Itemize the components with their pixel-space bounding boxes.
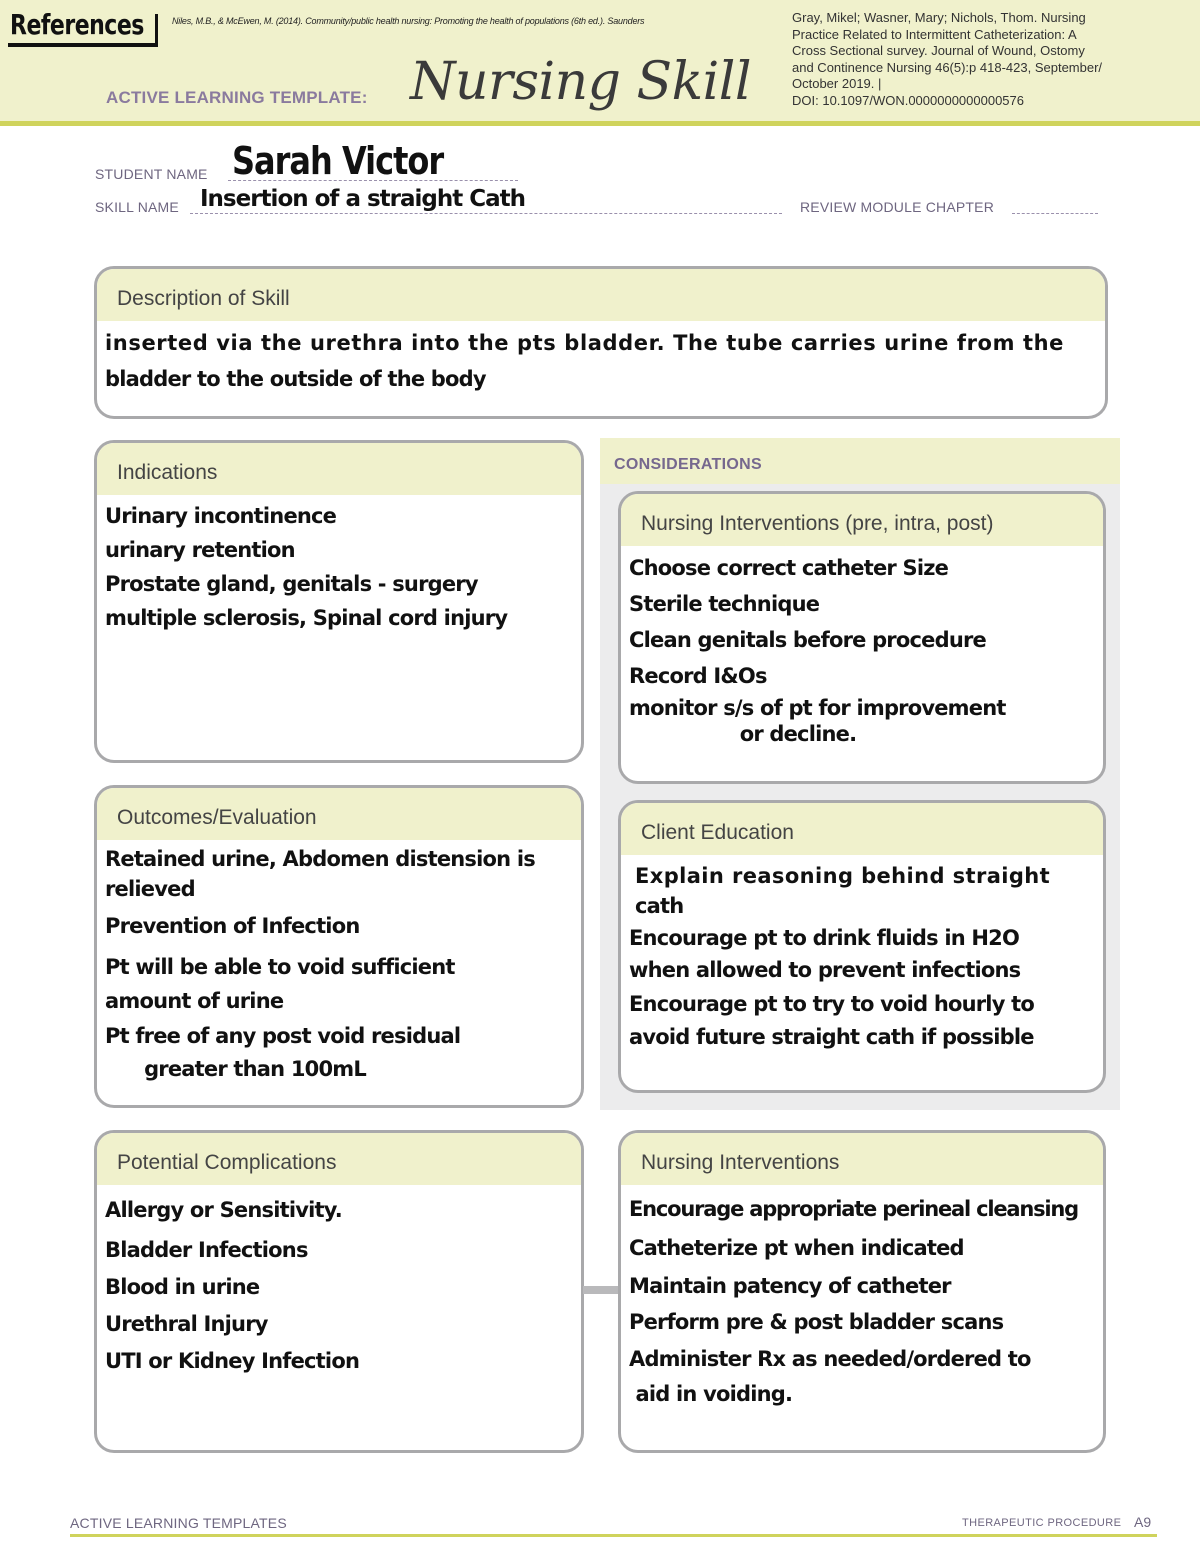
citation-line: Gray, Mikel; Wasner, Mary; Nichols, Thom. Nursing [792,10,1086,25]
client-education-box [618,800,1106,1093]
outcomes-line: Pt will be able to void sufficient [105,955,455,979]
description-line: bladder to the outside of the body [105,367,486,391]
outcomes-title: Outcomes/Evaluation [97,788,581,840]
skill-name-value: Insertion of a straight Cath [200,186,526,212]
student-name-label: STUDENT NAME [95,166,208,182]
citation [792,10,1152,109]
client-education-title: Client Education [621,803,1103,855]
description-line: inserted via the urethra into the pts bladder. The tube carries urine from the [105,331,1065,355]
indications-box [94,440,584,763]
citation-line: Cross Sectional survey. Journal of Wound, Ostomy [792,43,1085,58]
complications-line: UTI or Kidney Infection [105,1349,360,1373]
outcomes-line: Retained urine, Abdomen distension is [105,847,535,871]
citation-line: October 2019. | [792,76,882,91]
template-title: Nursing Skill [410,52,751,112]
nursing-interventions-line: Maintain patency of catheter [629,1274,951,1298]
client-education-line: when allowed to prevent infections [629,958,1021,982]
nursing-interventions-pip-box [618,491,1106,784]
citation-line: and Continence Nursing 46(5):p 418-423, September/ [792,59,1103,75]
nursing-interventions-line: Perform pre & post bladder scans [629,1310,1004,1334]
citation-line: Practice Related to Intermittent Catheterization: A [792,26,1077,42]
footer-left: ACTIVE LEARNING TEMPLATES [70,1515,287,1531]
references-label: References [10,10,144,42]
nursing-interventions-pip-line: Record I&Os [629,664,767,688]
nursing-interventions-line: Catheterize pt when indicated [629,1236,964,1260]
nursing-interventions-box [618,1130,1106,1453]
header-divider [0,121,1200,126]
template-label: ACTIVE LEARNING TEMPLATE: [106,88,368,107]
nursing-interventions-pip-line: or decline. [629,722,857,746]
box-connector [583,1286,621,1294]
outcomes-line: relieved [105,877,195,901]
review-module-field[interactable] [1012,199,1098,214]
nursing-interventions-pip-title: Nursing Interventions (pre, intra, post) [621,494,1103,546]
complications-title: Potential Complications [97,1133,581,1185]
footer-divider [70,1534,1157,1537]
references-text: Niles, M.B., & McEwen, M. (2014). Community/public health nursing: Promoting the health of populations (6th ed.). Saunders [172,16,645,26]
client-education-line: Encourage pt to try to void hourly to [629,992,1034,1016]
complications-box [94,1130,584,1453]
description-box [94,266,1108,419]
nursing-interventions-pip-line: Clean genitals before procedure [629,628,986,652]
references-bracket [155,14,158,47]
outcomes-line: Prevention of Infection [105,914,360,938]
citation-line: DOI: 10.1097/WON.0000000000000576 [792,92,1025,108]
indications-title: Indications [97,443,581,495]
client-education-line: cath [635,894,684,918]
footer-right: THERAPEUTIC PROCEDURE [962,1517,1122,1529]
complications-line: Urethral Injury [105,1312,268,1336]
client-education-line: Encourage pt to drink fluids in H2O [629,926,1020,950]
outcomes-box [94,785,584,1108]
complications-line: Blood in urine [105,1275,260,1299]
outcomes-line: greater than 100mL [105,1057,366,1081]
nursing-interventions-line: aid in voiding. [629,1382,793,1406]
page-number: A9 [1134,1514,1152,1530]
nursing-interventions-line: Encourage appropriate perineal cleansing [629,1197,1078,1221]
student-name-value: Sarah Victor [232,138,444,184]
review-module-label: REVIEW MODULE CHAPTER [800,199,994,215]
indications-line: multiple sclerosis, Spinal cord injury [105,606,508,630]
nursing-interventions-line: Administer Rx as needed/ordered to [629,1347,1031,1371]
client-education-line: Explain reasoning behind straight [635,864,1051,888]
complications-line: Allergy or Sensitivity. [105,1198,342,1222]
indications-line: Prostate gland, genitals - surgery [105,572,478,596]
references-underline [8,43,158,47]
considerations-label: CONSIDERATIONS [600,438,1120,484]
complications-line: Bladder Infections [105,1238,308,1262]
nursing-interventions-title: Nursing Interventions [621,1133,1103,1185]
indications-line: urinary retention [105,538,295,562]
outcomes-line: Pt free of any post void residual [105,1024,461,1048]
nursing-interventions-pip-line: monitor s/s of pt for improvement [629,696,1006,720]
nursing-interventions-pip-line: Choose correct catheter Size [629,556,949,580]
description-title: Description of Skill [97,269,1105,321]
indications-line: Urinary incontinence [105,504,337,528]
client-education-line: avoid future straight cath if possible [629,1025,1034,1049]
outcomes-line: amount of urine [105,989,284,1013]
skill-name-label: SKILL NAME [95,199,179,215]
nursing-interventions-pip-line: Sterile technique [629,592,820,616]
